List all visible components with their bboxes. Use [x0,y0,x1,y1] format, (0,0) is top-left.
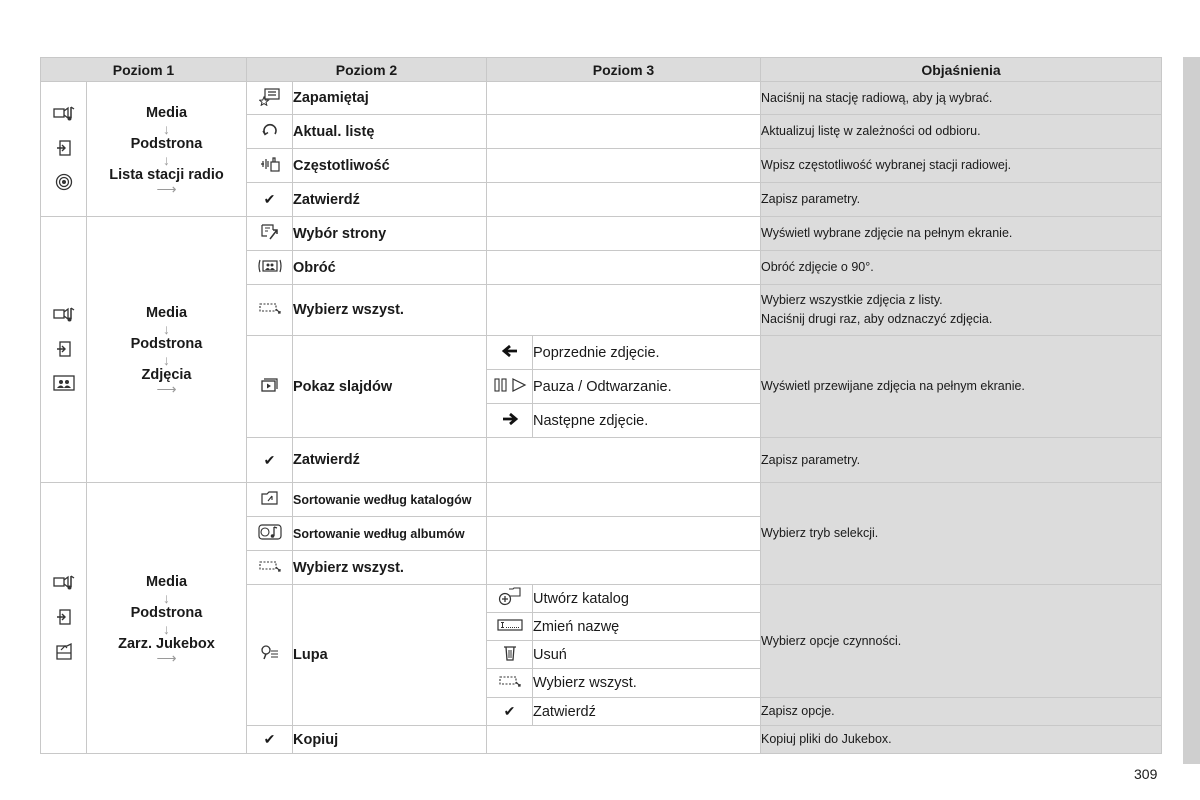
explanation: Wybierz opcje czynności. [761,585,1162,698]
header-row [41,58,1162,82]
empty-cell [487,285,761,336]
jukebox-icon [53,642,75,662]
folder-sort-icon [247,483,293,517]
path-media: Media [145,104,188,121]
header-level3: Poziom 3 [487,58,761,82]
empty-cell [487,517,761,551]
media-note-icon [53,574,75,594]
media-note-icon [53,306,75,326]
down-arrow-icon: ↓ [163,120,170,137]
explanation: Zapisz opcje. [761,698,1162,726]
magnifier-icon [247,585,293,726]
page-number: 309 [1134,766,1158,782]
explanation: Naciśnij na stację radiową, aby ją wybrać. [761,82,1162,115]
explanation: Obróć zdjęcie o 90°. [761,251,1162,285]
explanation: Aktualizuj listę w zależności od odbioru. [761,115,1162,149]
empty-cell [487,82,761,115]
rename-icon [487,613,533,641]
explanation: Wpisz częstotliwość wybranej stacji radiowej. [761,149,1162,183]
check-icon: ✔ [247,438,293,483]
down-arrow-icon: ↓ [163,321,170,337]
right-arrow-icon: ⟶ [156,180,177,197]
photo-icon [53,374,75,394]
select-all-icon [247,285,293,336]
level3-label: Zatwierdź [533,698,761,726]
level2-label: Lupa [293,585,487,726]
frequency-icon [247,149,293,183]
select-page-icon [247,217,293,251]
header-explanations: Objaśnienia [761,58,1162,82]
level2-label: Wybierz wszyst. [293,285,487,336]
album-sort-icon [247,517,293,551]
right-arrow-icon: ⟶ [156,649,177,666]
explanation: Zapisz parametry. [761,183,1162,217]
header-level2: Poziom 2 [247,58,487,82]
level3-label: Następne zdjęcie. [533,404,761,438]
level2-label: Zatwierdź [293,438,487,483]
level1-icons [41,483,87,754]
select-all-icon [487,669,533,698]
level2-label: Zatwierdź [293,183,487,217]
empty-cell [487,183,761,217]
level3-label: Pauza / Odtwarzanie. [533,370,761,404]
explanation-line: Wybierz wszystkie zdjęcia z listy. [761,293,943,307]
path-jukebox: Zarz. Jukebox [118,635,215,652]
arrow-left-icon [487,336,533,370]
header-level1: Poziom 1 [41,58,247,82]
explanation [761,285,1162,336]
menu-table [40,57,1162,754]
explanation: Wybierz tryb selekcji. [761,483,1162,585]
level3-label: Zmień nazwę [533,613,761,641]
level2-label: Wybór strony [293,217,487,251]
down-arrow-icon: ↓ [163,352,170,368]
level1-path [87,82,247,217]
empty-cell [487,115,761,149]
slideshow-icon [247,336,293,438]
level2-label: Częstotliwość [293,149,487,183]
select-all-icon [247,551,293,585]
rotate-icon [247,251,293,285]
table-row [41,82,1162,115]
path-radio-list: Lista stacji radio [109,166,224,183]
explanation: Zapisz parametry. [761,438,1162,483]
trash-icon [487,641,533,669]
level2-label: Wybierz wszyst. [293,551,487,585]
refresh-icon [247,115,293,149]
level2-label: Zapamiętaj [293,82,487,115]
table-row [41,217,1162,251]
create-folder-icon [487,585,533,613]
down-arrow-icon: ↓ [163,589,170,606]
explanation-line: Naciśnij drugi raz, aby odznaczyć zdjęcia. [761,312,993,326]
level1-path [87,217,247,483]
path-media: Media [145,305,188,321]
level3-label: Poprzednie zdjęcie. [533,336,761,370]
radio-signal-icon [53,173,75,193]
subpage-icon [53,340,75,360]
subpage-icon [53,608,75,628]
memorize-icon [247,82,293,115]
explanation: Wyświetl wybrane zdjęcie na pełnym ekranie. [761,217,1162,251]
media-note-icon [53,105,75,125]
level2-label: Kopiuj [293,726,487,754]
subpage-icon [53,139,75,159]
empty-cell [487,438,761,483]
empty-cell [487,551,761,585]
page-edge-strip [1183,57,1200,764]
table-row [41,483,1162,517]
check-icon: ✔ [487,698,533,726]
path-media: Media [145,573,188,590]
arrow-right-icon [487,404,533,438]
empty-cell [487,217,761,251]
empty-cell [487,726,761,754]
pause-play-icon [487,370,533,404]
path-photos: Zdjęcia [141,367,192,383]
explanation: Kopiuj pliki do Jukebox. [761,726,1162,754]
level2-label: Sortowanie według albumów [293,517,487,551]
path-subpage: Podstrona [130,604,203,621]
empty-cell [487,251,761,285]
check-icon: ✔ [247,726,293,754]
level2-label: Obróć [293,251,487,285]
path-subpage: Podstrona [130,336,203,352]
level2-label: Aktual. listę [293,115,487,149]
level1-icons [41,82,87,217]
level1-icons [41,217,87,483]
level2-label: Pokaz slajdów [293,336,487,438]
right-arrow-icon: ⟶ [156,381,177,397]
level3-label: Usuń [533,641,761,669]
down-arrow-icon: ↓ [163,620,170,637]
level3-label: Wybierz wszyst. [533,669,761,698]
path-subpage: Podstrona [130,135,203,152]
empty-cell [487,483,761,517]
level2-label: Sortowanie według katalogów [293,483,487,517]
explanation: Wyświetl przewijane zdjęcia na pełnym ekranie. [761,336,1162,438]
check-icon: ✔ [247,183,293,217]
level1-path [87,483,247,754]
level3-label: Utwórz katalog [533,585,761,613]
empty-cell [487,149,761,183]
down-arrow-icon: ↓ [163,151,170,168]
